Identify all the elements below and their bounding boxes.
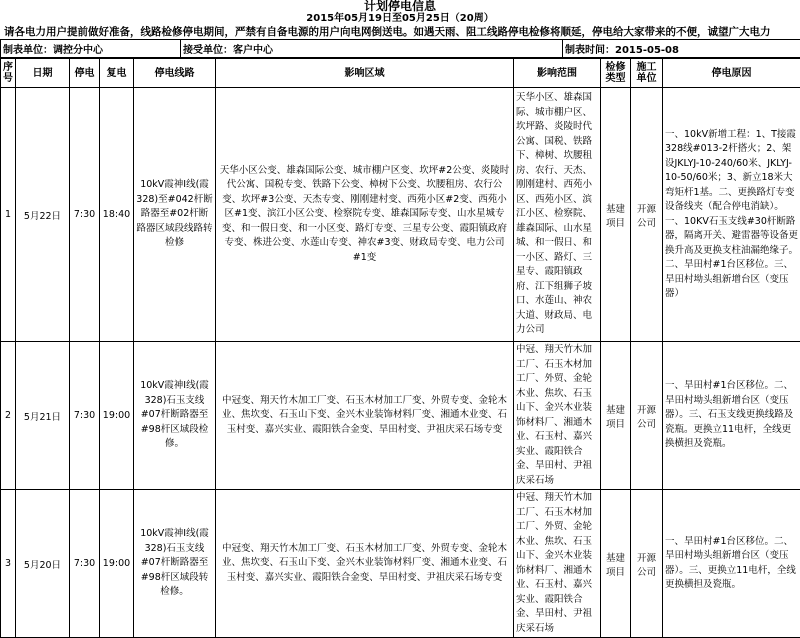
row-on-time: 18:40 bbox=[100, 88, 134, 342]
table-row bbox=[1, 490, 800, 638]
header-line: 停电线路 bbox=[134, 59, 216, 88]
row-date: 5月22日 bbox=[16, 88, 70, 342]
table-row bbox=[1, 342, 800, 490]
row-unit: 开源公司 bbox=[631, 342, 663, 490]
row-reason: 一、旱田村#1台区移位。二、旱田村坳头组新增台区（变压器）。三、石玉支线更换线路及瓷瓶。更换立11电杆，全线更换横担及瓷瓶。 bbox=[663, 342, 800, 490]
header-area: 影响区域 bbox=[216, 59, 514, 88]
row-off-time: 7:30 bbox=[70, 342, 100, 490]
row-seq: 1 bbox=[1, 88, 16, 342]
row-line: 10kV霞神I线(霞328)石玉支线#07杆断路器至#98杆区域段检修。 bbox=[134, 342, 216, 490]
page-title: 计划停电信息 bbox=[0, 0, 800, 13]
header-date: 日期 bbox=[16, 59, 70, 88]
row-on-time: 19:00 bbox=[100, 490, 134, 638]
row-date: 5月21日 bbox=[16, 342, 70, 490]
row-area: 中冠变、翔天竹木加工厂变、石玉木材加工厂变、外贸专变、金轮木业、焦坎变、石玉山下变、金兴木业装饰材料厂变、湘通木业变、石玉村变、嘉兴实业、霞阳铁合金变、旱田村变、尹祖庆采石场专变 bbox=[216, 490, 514, 638]
row-date: 5月20日 bbox=[16, 490, 70, 638]
receiver-label: 接受单位：客户中心 bbox=[181, 40, 563, 58]
row-type: 基建项目 bbox=[601, 88, 631, 342]
issuer-label: 制表单位：调控分中心 bbox=[1, 40, 181, 58]
row-unit: 开源公司 bbox=[631, 88, 663, 342]
date-range: 2015年05月19日至05月25日（20周） bbox=[0, 13, 800, 25]
row-on-time: 19:00 bbox=[100, 342, 134, 490]
notice-text: 请各电力用户提前做好准备，线路检修停电期间，严禁有自备电源的用户向电网倒送电。如遇天雨、阻工线路停电检修将顺延，停电给大家带来的不便，诚望广大电力 bbox=[0, 25, 800, 39]
row-type: 基建项目 bbox=[601, 342, 631, 490]
row-area: 中冠变、翔天竹木加工厂变、石玉木材加工厂变、外贸专变、金轮木业、焦坎变、石玉山下变、金兴木业装饰材料厂变、湘通木业变、石玉村变、嘉兴实业、霞阳铁合金变、旱田村变、尹祖庆采石场专变 bbox=[216, 342, 514, 490]
row-line: 10kV霞神I线(霞328)至#042杆断路器至#02杆断路器区域段线路转检修 bbox=[134, 88, 216, 342]
header-scope: 影响范围 bbox=[514, 59, 601, 88]
row-area: 天华小区公变、雄森国际公变、城市棚户区变、坎坪#2公变、炎陵时代公寓、国税专变、铁路下公变、樟树下公变、坎腰租房、农行公变、坎坪#3公变、天杰专变、刚刚建村变、西苑小区#2变、西苑小区#1变、滨江小区公变、检察院专变、雄森国际专变、山水星城专变、和一假日变、和一小区变、路灯专变、三星专公变、霞阳镇政府专变、株进公变、水莲山专变、神农#3变、财政局专变、电力公司#1变 bbox=[216, 88, 514, 342]
header-row bbox=[1, 59, 800, 88]
row-unit: 开源公司 bbox=[631, 490, 663, 638]
row-off-time: 7:30 bbox=[70, 88, 100, 342]
row-off-time: 7:30 bbox=[70, 490, 100, 638]
row-reason: 一、旱田村#1台区移位。二、旱田村坳头组新增台区（变压器）。三、更换立11电杆，全线更换横担及瓷瓶。 bbox=[663, 490, 800, 638]
row-scope: 天华小区、雄森国际、城市棚户区、坎坪路、炎陵时代公寓、国税、铁路下、樟树、坎腰租房、农行、天杰、刚刚建村、西苑小区、西苑小区、滨江小区、检察院、雄森国际、山水星城、和一假日、和一小区、路灯、三星专、霞阳镇政府、江下组狮子坡口、水莲山、神农大道、财政局、电力公司 bbox=[514, 88, 601, 342]
header-on: 复电 bbox=[100, 59, 134, 88]
row-reason: 一、10kV新增工程：1、T接霞328线#013-2杆搭火；2、架设JKLYJ-10-240/60米、JKLYJ-10-50/60米；3、新立18米大弯矩杆1基。二、更换路灯专变设备线夹（配合停电消缺）。一、10KV石玉支线#30杆断路器，隔离开关、避雷器等设备更换升高及更换支柱油漏绝缘子。二、旱田村#1台区移位。三、旱田村坳头组新增台区（变压器） bbox=[663, 88, 800, 342]
table-date: 制表时间：2015-05-08 bbox=[563, 40, 800, 58]
outage-table bbox=[0, 58, 800, 638]
header-unit: 施工单位 bbox=[631, 59, 663, 88]
header-type: 检修类型 bbox=[601, 59, 631, 88]
row-type: 基建项目 bbox=[601, 490, 631, 638]
row-scope: 中冠、翔天竹木加工厂、石玉木材加工厂、外贸、金轮木业、焦坎、石玉山下、金兴木业装饰材料厂、湘通木业、石玉村、嘉兴实业、霞阳铁合金、旱田村、尹祖庆采石场 bbox=[514, 342, 601, 490]
meta-table bbox=[0, 39, 800, 58]
header-reason: 停电原因 bbox=[663, 59, 800, 88]
row-scope: 中冠、翔天竹木加工厂、石玉木材加工厂、外贸、金轮木业、焦坎、石玉山下、金兴木业装饰材料厂、湘通木业、石玉村、嘉兴实业、霞阳铁合金、旱田村、尹祖庆采石场 bbox=[514, 490, 601, 638]
table-row bbox=[1, 88, 800, 342]
row-seq: 3 bbox=[1, 490, 16, 638]
row-line: 10kV霞神I线(霞328)石玉支线#07杆断路器至#98杆区域段转检修。 bbox=[134, 490, 216, 638]
row-seq: 2 bbox=[1, 342, 16, 490]
header-seq: 序号 bbox=[1, 59, 16, 88]
header-off: 停电 bbox=[70, 59, 100, 88]
